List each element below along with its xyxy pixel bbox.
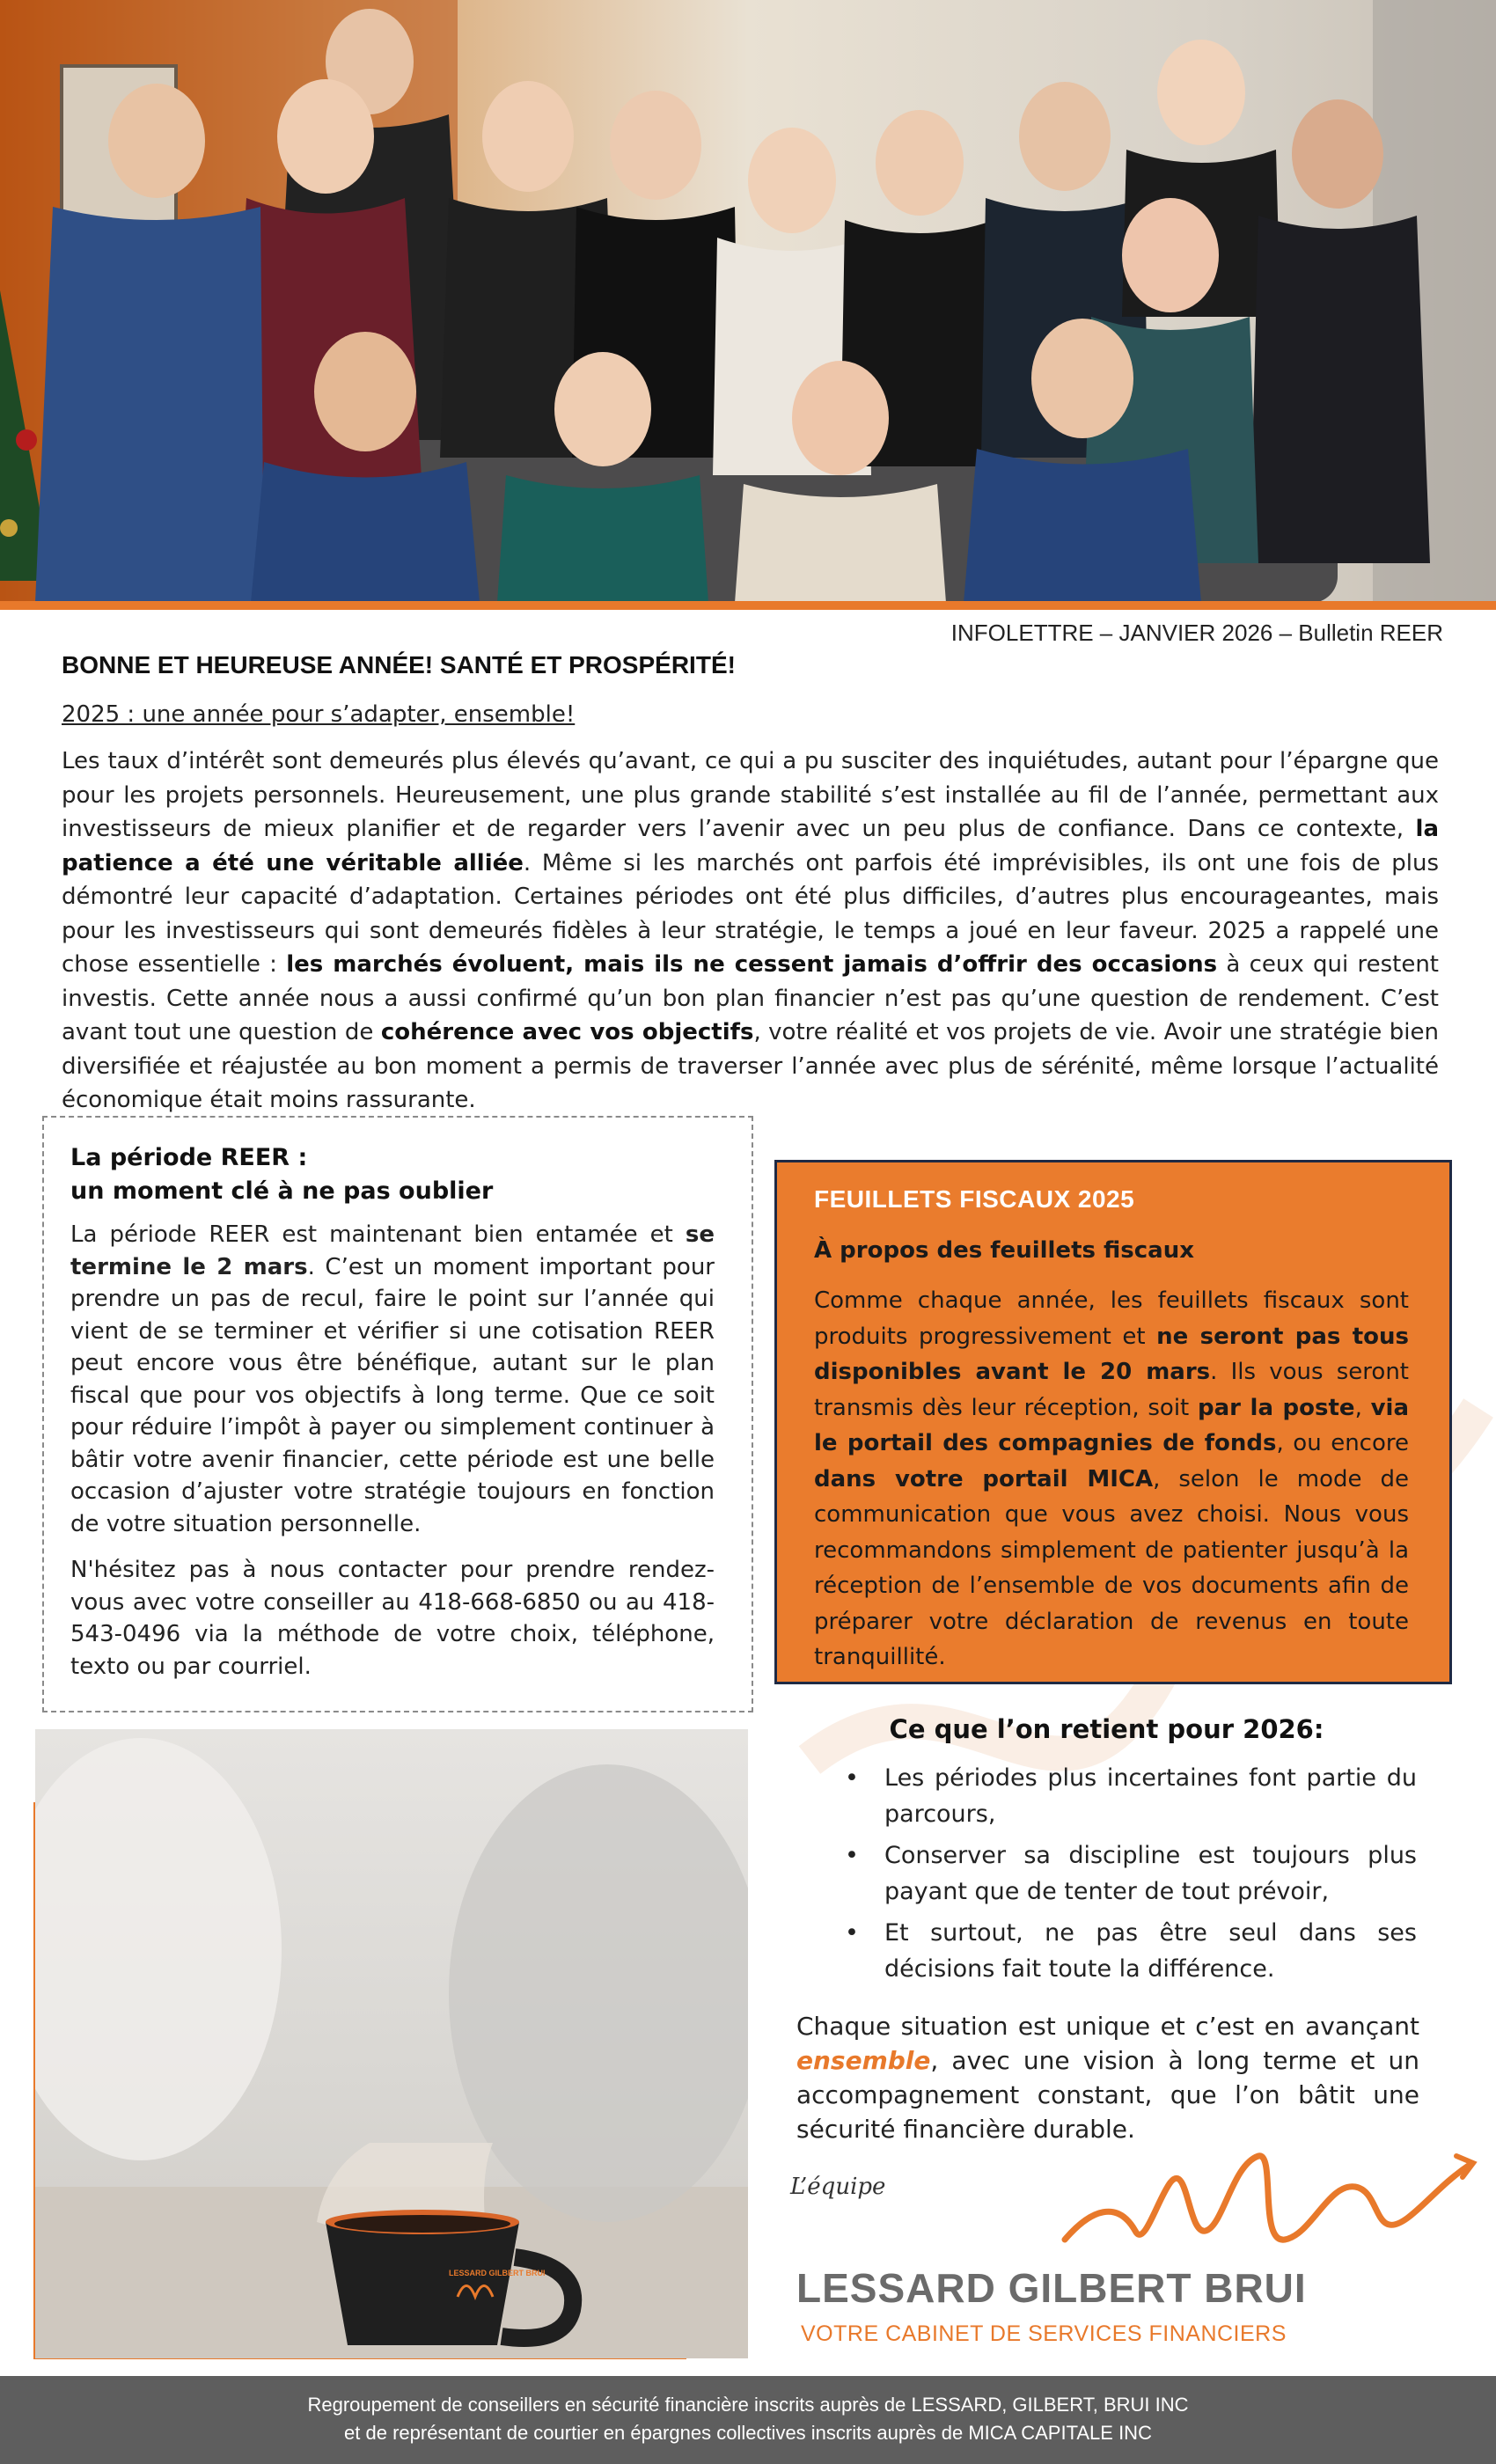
- mug-brand-text: LESSARD GILBERT BRUI: [449, 2269, 546, 2277]
- bullet-icon: •: [845, 1919, 859, 1947]
- bullet-icon: •: [845, 1764, 859, 1792]
- fiscal-text-1: Comme chaque année, les feuillets fiscaux sont produits progressivement et: [814, 1287, 1409, 1350]
- intro-bold-3: cohérence avec vos objectifs: [380, 1019, 754, 1045]
- closing-emphasis: ensemble: [796, 2046, 931, 2075]
- fiscal-title: FEUILLETS FISCAUX 2025: [814, 1185, 1135, 1213]
- closing-text-b: , avec une vision à long terme et un accompagnement constant, que l’on bâtit une sécurité financière durable.: [796, 2046, 1419, 2144]
- fiscal-bold-4: dans votre portail MICA: [814, 1465, 1154, 1492]
- intro-bold-2: les marchés évoluent, mais ils ne cessent jamais d’offrir des occasions: [286, 951, 1218, 978]
- headline: BONNE ET HEUREUSE ANNÉE! SANTÉ ET PROSPÉRITÉ!: [62, 651, 736, 678]
- intro-paragraph: [62, 744, 1439, 1118]
- footer-line-1: Regroupement de conseillers en sécurité financière inscrits auprès de LESSARD, GILBERT, BRUI INC: [307, 2394, 1189, 2416]
- logo-tagline: VOTRE CABINET DE SERVICES FINANCIERS: [801, 2321, 1287, 2346]
- bullet-icon: •: [845, 1842, 859, 1869]
- fiscal-text-3: ,: [1354, 1394, 1371, 1421]
- intro-text-1: Les taux d’intérêt sont demeurés plus élevés qu’avant, ce qui a pu susciter des inquiétudes, autant pour l’épargne que pour les projets personnels. Heureusement, une plus grande stabilité s’est installée au fil de l’année, permettant aux investisseurs de mieux planifier et de regarder vers l’avenir avec un peu plus de confiance. Dans ce contexte,: [62, 748, 1439, 842]
- team-photo-illustration: [0, 0, 1496, 603]
- logo-name: LESSARD GILBERT BRUI: [796, 2265, 1307, 2311]
- reer-title-line1: La période REER :: [70, 1144, 308, 1171]
- fiscal-text-2: . Ils vous seront transmis dès leur réception, soit: [814, 1359, 1409, 1421]
- intro-subtitle: 2025 : une année pour s’adapter, ensemble!: [62, 701, 576, 728]
- closing-text-a: Chaque situation est unique et c’est en avançant: [796, 2012, 1419, 2041]
- reer-title: [70, 1141, 722, 1208]
- fiscal-body: [814, 1283, 1409, 1676]
- reer-text-c: . C’est un moment important pour prendre un pas de recul, faire le point sur l’année qui vient de se terminer et vérifier si une cotisation REER peut encore vous être bénéfique, autant sur le plan fiscal que pour vos objectifs à long terme. Que ce soit pour réduire l’impôt à payer ou simplement continuer à bâtir votre avenir financier, cette période est une belle occasion d’ajuster votre stratégie toujours en fonction de votre situation personnelle.: [70, 1253, 715, 1537]
- list-item: [845, 1760, 1417, 1832]
- list-item: [845, 1837, 1417, 1910]
- retient-title: Ce que l’on retient pour 2026:: [889, 1714, 1324, 1744]
- logo-swash-icon: [1056, 2147, 1478, 2262]
- hero-accent-bar: [0, 601, 1496, 610]
- retient-item-text: Conserver sa discipline est toujours plus payant que de tenter de tout prévoir,: [884, 1842, 1417, 1905]
- reer-deadline-bold: se termine le 2 mars: [70, 1221, 715, 1280]
- footer-line-2: et de représentant de courtier en épargnes collectives inscrits auprès de MICA CAPITALE INC: [344, 2422, 1152, 2444]
- reer-paragraph-1: [70, 1219, 715, 1540]
- retient-item-text: Les périodes plus incertaines font partie du parcours,: [884, 1764, 1417, 1828]
- list-item: [845, 1915, 1417, 1987]
- fiscal-bold-2: par la poste: [1198, 1394, 1355, 1421]
- intro-bold-1: la patience a été une véritable alliée: [62, 816, 1439, 876]
- mug-photo: [35, 1729, 748, 2358]
- team-signature: L’équipe: [790, 2174, 886, 2200]
- reer-title-line2: un moment clé à ne pas oublier: [70, 1177, 494, 1205]
- intro-text-4: , votre réalité et vos projets de vie. Avoir une stratégie bien diversifiée et réajustée au bon moment a permis de traverser l’année avec plus de sérénité, même lorsque l’actualité économique était moins rassurante.: [62, 1019, 1439, 1113]
- intro-text-2: . Même si les marchés ont parfois été imprévisibles, ils ont une fois de plus démontré leur capacité d’adaptation. Certaines périodes ont été plus difficiles, d’autres plus encourageantes, mais pour les investisseurs qui sont demeurés fidèles à leur stratégie, le temps a joué en leur faveur. 2025 a rappelé une chose essentielle :: [62, 849, 1439, 978]
- issue-line: INFOLETTRE – JANVIER 2026 – Bulletin REER: [950, 620, 1443, 646]
- fiscal-bold-3: via le portail des compagnies de fonds: [814, 1394, 1409, 1456]
- team-photo: [0, 0, 1496, 603]
- footer-bar: [0, 2376, 1496, 2464]
- fiscal-subtitle: À propos des feuillets fiscaux: [814, 1237, 1195, 1264]
- reer-text-a: La période REER est maintenant bien entamée et: [70, 1221, 686, 1248]
- retient-list: [845, 1760, 1417, 1992]
- fiscal-bold-1: ne seront pas tous disponibles avant le 20 mars: [814, 1323, 1409, 1385]
- reer-body: [70, 1219, 715, 1697]
- reer-paragraph-2: N'hésitez pas à nous contacter pour prendre rendez-vous avec votre conseiller au 418-668-6850 ou au 418-543-0496 via la méthode de votre choix, téléphone, texto ou par courriel.: [70, 1557, 715, 1680]
- closing-paragraph: [796, 2009, 1419, 2146]
- retient-item-text: Et surtout, ne pas être seul dans ses décisions fait toute la différence.: [884, 1919, 1417, 1983]
- intro-text-3: à ceux qui restent investis. Cette année nous a aussi confirmé qu’un bon plan financier n’est pas qu’une question de rendement. C’est avant tout une question de: [62, 951, 1439, 1045]
- mug-photo-illustration: [35, 1729, 748, 2358]
- fiscal-text-5: , selon le mode de communication que vous avez choisi. Nous vous recommandons simplement de patienter jusqu’à la réception de l’ensemble de vos documents afin de préparer votre déclaration de revenus en toute tranquillité.: [814, 1465, 1409, 1670]
- fiscal-text-4: , ou encore: [1276, 1430, 1409, 1456]
